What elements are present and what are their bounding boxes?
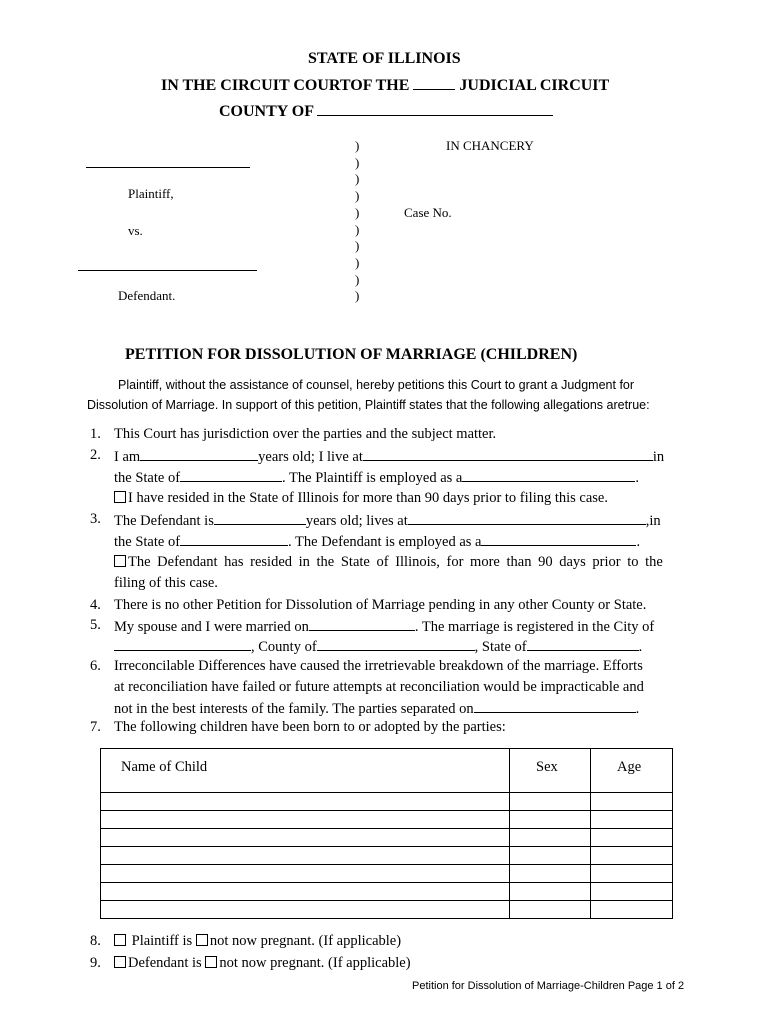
item-9-not-pregnant: not now pregnant. (If applicable) [219,955,411,971]
item-number: 5. [90,617,101,633]
item-2-period: . [635,470,639,486]
col-header-age: Age [591,749,673,793]
col-header-name: Name of Child [101,749,510,793]
item-number: 7. [90,719,101,735]
plaintiff-state-field[interactable] [180,468,282,482]
caption-paren: ) [355,271,360,287]
item-3-lives-at: years old; lives at [305,513,408,529]
caption-paren: ) [355,154,360,170]
caption-paren: ) [355,204,360,220]
table-row [101,829,673,847]
table-row [101,793,673,811]
plaintiff-residency-checkbox[interactable] [114,491,126,503]
item-number: 4. [90,597,101,613]
child-sex-cell[interactable] [510,793,591,811]
in-chancery-label: IN CHANCERY [446,138,534,153]
defendant-label: Defendant. [118,288,176,303]
caption-paren: ) [355,138,360,153]
plaintiff-address-field[interactable] [363,447,653,461]
marriage-city-field[interactable] [114,637,251,651]
item-5-state-of: , State of [474,639,527,655]
table-row [101,865,673,883]
item-8-not-pregnant: not now pregnant. (If applicable) [209,933,402,949]
item-8-plaintiff-is: Plaintiff is [131,933,193,949]
defendant-residency-checkbox[interactable] [114,555,126,567]
marriage-state-field[interactable] [527,637,639,651]
item-number: 3. [90,511,101,527]
separation-date-field[interactable] [474,699,636,713]
item-2-residency-text: I have resided in the State of Illinois for more than 90 days prior to filing this case. [128,490,608,506]
child-sex-cell[interactable] [510,811,591,829]
item-6-separated-on: not in the best interests of the family. The parties separated on [114,701,474,717]
child-name-cell[interactable] [101,829,510,847]
item-5-registered: . The marriage is registered in the City of [414,619,655,635]
item-number: 9. [90,955,101,971]
case-no-label: Case No. [404,205,452,220]
plaintiff-occupation-field[interactable] [462,468,635,482]
marriage-date-field[interactable] [309,617,415,631]
child-age-cell[interactable] [591,883,673,901]
item-2-line-3 [114,490,608,507]
item-2-i-am: I am [114,449,141,465]
child-name-cell[interactable] [101,793,510,811]
col-header-sex: Sex [510,749,591,793]
defendant-age-field[interactable] [214,511,306,525]
child-sex-cell[interactable] [510,865,591,883]
item-5-county-of: , County of [251,639,317,655]
intro-line-1: Plaintiff, without the assistance of counsel, hereby petitions this Court to grant a Judgment for [118,378,635,392]
item-5-line-1 [114,617,654,636]
defendant-name-field[interactable] [78,270,257,271]
item-3-line-1 [114,511,661,530]
defendant-not-pregnant-checkbox[interactable] [205,956,217,968]
item-9-text [114,955,411,972]
item-1-text: This Court has jurisdiction over the parties and the subject matter. [114,426,497,442]
item-4-text: There is no other Petition for Dissolution of Marriage pending in any other County or State. [114,597,647,613]
child-sex-cell[interactable] [510,847,591,865]
caption-paren: ) [355,288,360,304]
item-3-line-4: filing of this case. [114,575,218,591]
child-sex-cell[interactable] [510,883,591,901]
child-name-cell[interactable] [101,847,510,865]
defendant-address-field[interactable] [408,511,646,525]
item-3-period: . [636,534,641,550]
item-3-line-3 [114,554,663,571]
petition-title: PETITION FOR DISSOLUTION OF MARRIAGE (CHILDREN) [125,346,578,363]
child-age-cell[interactable] [591,865,673,883]
header-county-label: COUNTY OF [219,103,314,120]
plaintiff-age-field[interactable] [140,447,258,461]
header-county [219,102,553,121]
table-row [101,847,673,865]
defendant-state-field[interactable] [180,532,288,546]
item-2-line-2 [114,468,639,487]
child-name-cell[interactable] [101,883,510,901]
item-2-lives-at: years old; I live at [258,449,363,465]
item-6-period: . [635,701,640,717]
item-8-text [114,933,401,950]
plaintiff-pregnancy-checkbox[interactable] [114,934,126,946]
header-court-prefix: IN THE CIRCUIT COURTOF THE [161,77,410,94]
item-2-in: in [652,449,665,465]
item-5-period: . [638,639,643,655]
item-5-line-2 [114,637,642,656]
plaintiff-not-pregnant-checkbox[interactable] [196,934,208,946]
item-2-state-of: the State of [114,470,181,486]
circuit-number-field[interactable] [413,76,455,90]
item-3-in: ,in [645,513,661,529]
child-name-cell[interactable] [101,811,510,829]
item-6-line-2: at reconciliation have failed or future attempts at reconciliation would be impracticable and [114,679,644,695]
child-sex-cell[interactable] [510,901,591,919]
child-name-cell[interactable] [101,865,510,883]
item-3-residency-text: The Defendant has resided in the State of Illinois, for more than 90 days prior to the [128,554,663,570]
header-court [161,76,609,95]
table-row [101,883,673,901]
item-9-defendant-is: Defendant is [128,955,202,971]
vs-label: vs. [128,223,143,238]
item-7-text: The following children have been born to or adopted by the parties: [114,719,506,735]
county-name-field[interactable] [317,102,553,116]
child-age-cell[interactable] [591,829,673,847]
item-3-line-2 [114,532,640,551]
caption-paren: ) [355,254,360,270]
item-number: 1. [90,426,101,442]
item-number: 8. [90,933,101,949]
marriage-county-field[interactable] [317,637,475,651]
child-age-cell[interactable] [591,811,673,829]
page-footer: Petition for Dissolution of Marriage-Children Page 1 of 2 [412,980,685,992]
table-row [101,901,673,919]
item-3-employed-as: . The Defendant is employed as a [288,534,482,550]
table-header-row [101,749,673,793]
item-2-line-1 [114,447,664,466]
plaintiff-name-field[interactable] [86,167,250,168]
item-6-line-1: Irreconcilable Differences have caused the irretrievable breakdown of the marriage. Efforts [114,658,643,674]
child-sex-cell[interactable] [510,829,591,847]
caption-paren: ) [355,188,360,204]
item-number: 2. [90,447,101,463]
item-5-married-on: My spouse and I were married on [114,619,309,635]
defendant-pregnancy-checkbox[interactable] [114,956,126,968]
intro-line-2: Dissolution of Marriage. In support of this petition, Plaintiff states that the following allegations aretrue: [87,398,650,412]
item-number: 6. [90,658,101,674]
child-age-cell[interactable] [591,793,673,811]
table-row [101,811,673,829]
item-6-line-3 [114,699,639,718]
child-name-cell[interactable] [101,901,510,919]
header-state: STATE OF ILLINOIS [308,50,461,67]
caption-paren: ) [355,171,360,187]
item-3-defendant-is: The Defendant is [114,513,214,529]
plaintiff-label: Plaintiff, [128,186,174,201]
caption-paren: ) [355,221,360,237]
defendant-occupation-field[interactable] [481,532,636,546]
child-age-cell[interactable] [591,901,673,919]
children-table [100,748,673,919]
item-3-state-of: the State of [114,534,181,550]
item-2-employed-as: . The Plaintiff is employed as a [282,470,463,486]
header-court-suffix: JUDICIAL CIRCUIT [459,77,610,94]
caption-paren: ) [355,238,360,254]
child-age-cell[interactable] [591,847,673,865]
